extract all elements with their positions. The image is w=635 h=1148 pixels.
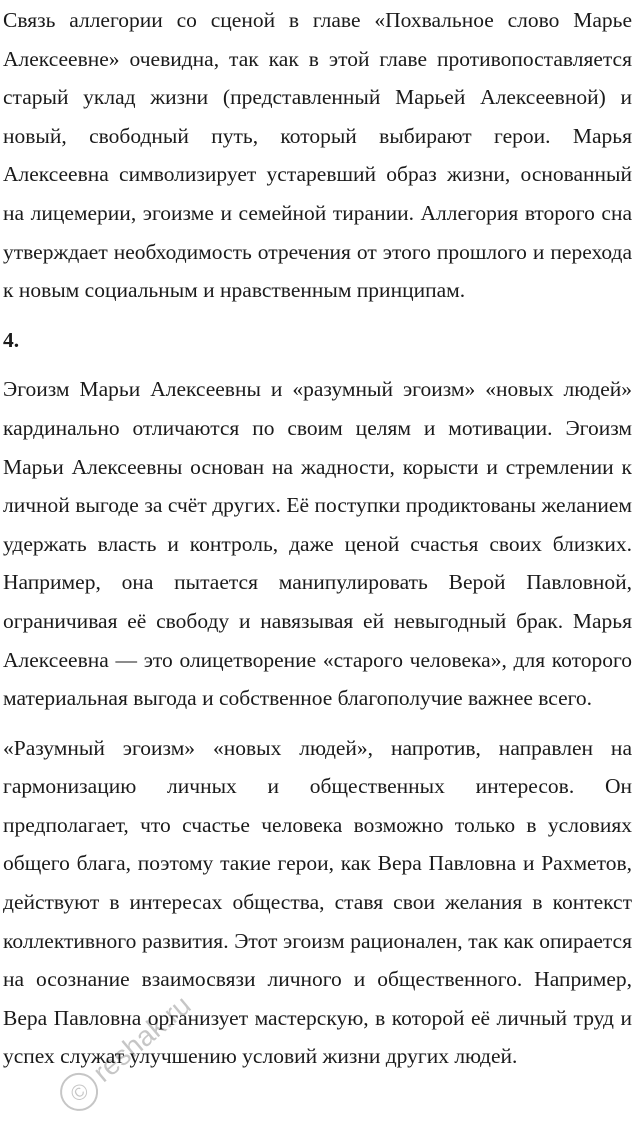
copyright-symbol: ©	[65, 1077, 94, 1108]
document-page	[3, 0, 632, 1076]
watermark-text: reshak.ru	[87, 989, 197, 1088]
paragraph-rational-egoism: «Разумный эгоизм» «новых людей», напротив, направлен на гармонизацию личных и общественных интересов. Он предполагает, что счастье человека возможно только в условиях общего блага, поэтому такие герои, как Вера Павловна и Рахметов, действуют в интересах общества, ставя свои желания в контекст коллективного развития. Этот эгоизм рационален, так как опирается на осознание взаимосвязи личного и общественного. Например, Вера Павловна организует мастерскую, в которой её личный труд и успех служат улучшению условий жизни других людей.	[3, 735, 632, 1069]
paragraph-allegory: Связь аллегории со сценой в главе «Похвальное слово Марье Алексеевне» очевидна, так как в этой главе противопоставляется старый уклад жизни (представленный Марьей Алексеевной) и новый, свободный путь, который выбирают герои. Марья Алексеевна символизирует устаревший образ жизни, основанный на лицемерии, эгоизме и семейной тирании. Аллегория второго сна утверждает необходимость отречения от этого прошлого и перехода к новым социальным и нравственным принципам.	[3, 8, 632, 303]
paragraph-egoism-marya: Эгоизм Марьи Алексеевны и «разумный эгоизм» «новых людей» кардинально отличаются по своим целям и мотивации. Эгоизм Марьи Алексеевны основан на жадности, корысти и стремлении к личной выгоде за счёт других. Её поступки продиктованы желанием удержать власть и контроль, даже ценой счастья своих близких. Например, она пытается манипулировать Верой Павловной, ограничивая её свободу и навязывая ей невыгодный брак. Марья Алексеевна — это олицетворение «старого человека», для которого материальная выгода и собственное благополучие важнее всего.	[3, 377, 632, 711]
section-number: 4.	[3, 327, 20, 352]
